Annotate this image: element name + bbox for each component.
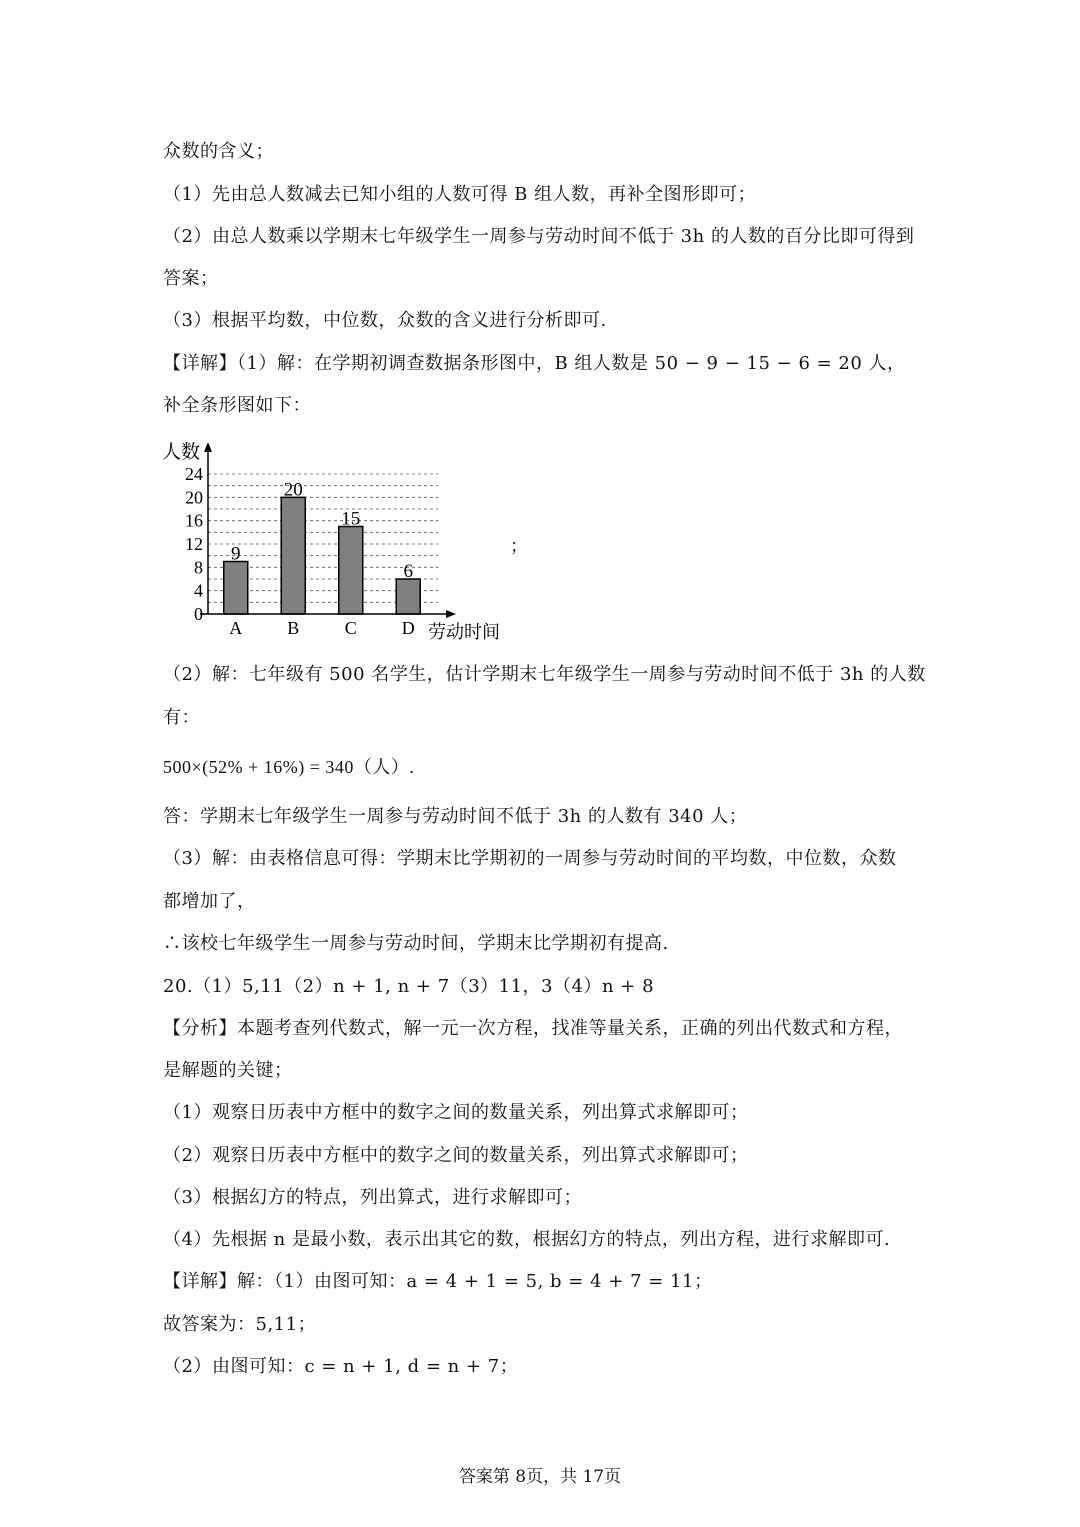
text-line-13: 都增加了， [163, 891, 256, 912]
page-footer: 答案第 8页，共 17页 [458, 1467, 622, 1487]
x-tick-label: B [287, 618, 300, 638]
y-tick-label: 24 [185, 464, 203, 484]
bar-D [396, 579, 420, 614]
text-line-22: 【详解】解：（1）由图可知：a = 4 + 1 = 5, b = 4 + 7 = 11； [163, 1271, 713, 1292]
bar-A [224, 562, 248, 615]
text-line-17: 是解题的关键； [163, 1060, 293, 1081]
text-line-2: （1）先由总人数减去已知小组的人数可得 B 组人数，再补全图形即可； [163, 184, 757, 205]
text-line-9: 有： [163, 707, 200, 728]
text-line-8: （2）解：七年级有 500 名学生，估计学期末七年级学生一周参与劳动时间不低于 3h 的人数 [163, 664, 926, 685]
y-tick-label: 16 [185, 510, 203, 531]
bar-value-label: 15 [341, 508, 361, 530]
bar-chart [160, 438, 520, 644]
text-line-15: 20.（1）5,11（2）n + 1, n + 7（3）11，3（4）n + 8 [163, 976, 655, 997]
x-tick-label: D [401, 618, 415, 638]
text-line-5: （3）根据平均数，中位数，众数的含义进行分析即可. [163, 310, 607, 331]
y-tick-label: 0 [194, 604, 203, 624]
y-tick-label: 12 [185, 534, 203, 554]
text-line-23: 故答案为：5,11； [163, 1314, 317, 1335]
text-line-12: （3）解：由表格信息可得：学期末比学期初的一周参与劳动时间的平均数，中位数，众数 [163, 848, 897, 869]
text-line-18: （1）观察日历表中方框中的数字之间的数量关系，列出算式求解即可； [163, 1102, 749, 1123]
text-line-11: 答：学期末七年级学生一周参与劳动时间不低于 3h 的人数有 340 人； [163, 806, 748, 827]
y-tick-label: 8 [194, 557, 203, 578]
bar-value-label: 9 [231, 543, 241, 565]
x-axis-label: 劳动时间 [428, 622, 500, 642]
chart-trailing-semicolon: ； [510, 536, 528, 557]
text-line-1: 众数的含义； [163, 141, 274, 162]
x-tick-label: A [229, 618, 243, 638]
text-line-7: 补全条形图如下： [163, 395, 311, 416]
bar-C [339, 527, 363, 615]
text-line-16: 【分析】本题考查列代数式，解一元一次方程，找准等量关系，正确的列出代数式和方程， [163, 1018, 903, 1039]
text-line-21: （4）先根据 n 是最小数，表示出其它的数，根据幻方的特点，列出方程，进行求解即可. [163, 1229, 891, 1250]
text-line-14: ∴该校七年级学生一周参与劳动时间，学期末比学期初有提高. [163, 933, 669, 954]
y-axis-label: 人数 [162, 442, 201, 463]
x-axis-arrow [446, 610, 456, 618]
text-line-20: （3）根据幻方的特点，列出算式，进行求解即可； [163, 1187, 582, 1208]
text-line-4: 答案； [163, 268, 219, 289]
bar-B [281, 497, 305, 614]
text-line-3: （2）由总人数乘以学期末七年级学生一周参与劳动时间不低于 3h 的人数的百分比即可得到 [163, 226, 915, 247]
text-line-24: （2）由图可知：c = n + 1, d = n + 7； [163, 1356, 519, 1377]
text-line-6: 【详解】（1）解：在学期初调查数据条形图中，B 组人数是 50 − 9 − 15 − 6 = 20 人， [163, 353, 906, 374]
bar-value-label: 6 [403, 561, 413, 582]
y-tick-label: 20 [185, 487, 203, 508]
text-line-19: （2）观察日历表中方框中的数字之间的数量关系，列出算式求解即可； [163, 1145, 749, 1166]
y-axis-arrow [204, 442, 212, 452]
chart-bars [224, 479, 421, 614]
bar-value-label: 20 [283, 479, 303, 501]
y-tick-label: 4 [194, 580, 203, 601]
formula-line: 500×(52% + 16%) = 340（人）. [163, 757, 415, 777]
x-tick-label: C [344, 618, 357, 638]
